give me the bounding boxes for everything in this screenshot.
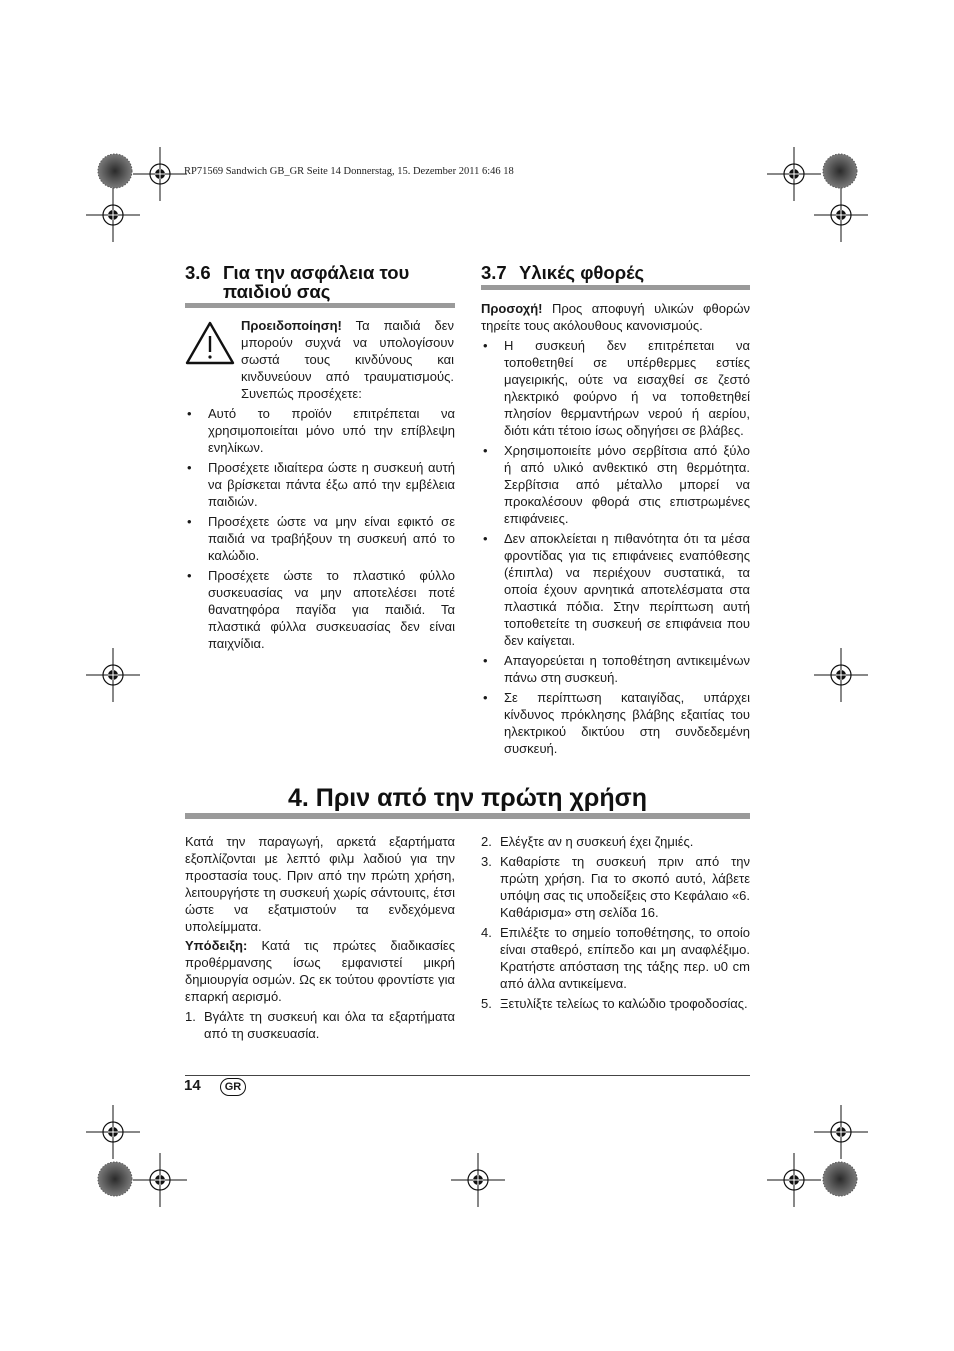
list-item: • Προσέχετε ώστε το πλαστικό φύλλο συσκευασίας να μην αποτελέσει ποτέ θανατηφόρα παγίδα για παιδιά. Τα πλαστικά φύλλα συσκευασίας δεν είναι παιχνίδια. [185,567,455,652]
list-item: • Δεν αποκλείεται η πιθανότητα ότι τα μέσα φροντίδας για τις επιφάνειες εναπόθεσης (έπιπλα) να περιέχουν συστατικά, τα οποία έχουν αρνητικά αποτελέσματα στα πλαστικά πόδια. Στην περίπτωση αυτή τοποθετείτε τη συσκευή σε επιφάνεια που δεν καίγεται. [481,530,750,649]
step-text: Καθαρίστε τη συσκευή πριν από την πρώτη χρήση. Για το σκοπό αυτό, λάβετε υπόψη σας τις υποδείξεις στο Κεφάλαιο «6. Καθάρισμα» στη σελίδα 16. [500,854,751,920]
chapter-4-title: 4. Πριν από την πρώτη χρήση [287,784,648,812]
caution-label: Προσοχή! [481,301,543,316]
intro-paragraph: Κατά την παραγωγή, αρκετά εξαρτήματα εξοπλίζονται με λεπτό φιλμ λαδιού για την προστασία τους. Πριν από την πρώτη χρήση, λειτουργήστε τη συσκευή χωρίς σάντουιτς, έτσι ώστε να εξατμιστούν τα ενδεχόμενα υπολείμματα. [185,834,455,934]
color-wheel-icon [822,153,858,189]
page-number: 14 [184,1077,201,1094]
warning-label: Προειδοποίηση! [241,318,342,333]
step-number: 1. [185,1009,196,1024]
chapter-4-left-column [185,833,455,1045]
registration-mark-icon [83,185,143,245]
section-3-7-heading [481,263,644,282]
section-3-6-list [185,405,455,655]
list-item: • Προσέχετε ιδιαίτερα ώστε η συσκευή αυτή να βρίσκεται πάντα έξω από την εμβέλεια παιδιών. [185,459,455,510]
step-item [185,1008,455,1042]
registration-mark-icon [448,1150,508,1210]
heading-title: Υλικές φθορές [519,262,645,283]
list-item: • Προσέχετε ώστε να μην είναι εφικτό σε παιδιά να τραβήξουν τη συσκευή από το καλώδιο. [185,513,455,564]
list-item: • Αυτό το προϊόν επιτρέπεται να χρησιμοποιείται μόνο υπό την επίβλεψη ενηλίκων. [185,405,455,456]
print-slug: RP71569 Sandwich GB_GR Seite 14 Donnerstag, 15. Dezember 2011 6:46 18 [184,166,514,177]
color-wheel-icon [822,1161,858,1197]
step-text: Βγάλτε τη συσκευή και όλα τα εξαρτήματα από τη συσκευασία. [204,1009,455,1041]
chapter-4-right-column [481,833,750,1015]
registration-mark-icon [811,185,871,245]
color-wheel-icon [97,1161,133,1197]
list-item: • Χρησιμοποιείτε μόνο σερβίτσια από ξύλο ή από υλικό ανθεκτικό στη θερμότητα. Σερβίτσια από μέταλλο μπορεί να προκαλέσουν φθορά στις επιστρωμένες επιφάνειες. [481,442,750,527]
caution-text: Προς αποφυγή υλικών φθορών τηρείτε τους ακόλουθους κανονισμούς. [481,301,750,333]
step-text: Ξετυλίξτε τελείως το καλώδιο τροφοδοσίας. [500,996,748,1011]
registration-mark-icon [130,1150,190,1210]
warning-triangle-icon [184,320,236,366]
list-item: • Απαγορεύεται η τοποθέτηση αντικειμένων πάνω στη συσκευή. [481,652,750,686]
chapter-divider [185,813,750,819]
step-text: Ελέγξτε αν η συσκευή έχει ζημιές. [500,834,694,849]
registration-mark-icon [83,645,143,705]
step-number: 2. [481,834,492,849]
heading-line-1: Για την ασφάλεια του [223,262,410,283]
step-item [481,995,750,1012]
section-3-7-body [481,300,750,760]
section-divider [481,285,750,290]
section-number: 3.7 [481,262,507,283]
list-item: • Σε περίπτωση καταιγίδας, υπάρχει κίνδυνος πρόκλησης βλάβης εξαιτίας του ηλεκτρικού δικτύου στη συνδεδεμένη συσκευή. [481,689,750,757]
color-wheel-icon [97,153,133,189]
warning-text: Τα παιδιά δεν μπορούν συχνά να υπολογίσουν σωστά τους κινδύνους και κινδυνεύουν από τραυματισμούς. Συνεπώς προσέχετε: [241,318,454,401]
footer-rule [185,1075,750,1076]
list-item: • Η συσκευή δεν επιτρέπεται να τοποθετηθεί σε υπέρθερμες εστίες μαγειρικής, ούτε να εισαχθεί σε ζεστό ηλεκτρικό φούρνο ή να τοποθετηθεί πλησίον θερμαντήρων νερού ή αερίου, διότι κάτι τέτοιο ίσως οδηγήσει σε βλάβες. [481,337,750,439]
step-item [481,833,750,850]
step-item [481,924,750,992]
section-divider [185,303,455,308]
step-number: 5. [481,996,492,1011]
hint-text: Κατά τις πρώτες διαδικασίες προθέρμανσης ίσως εμφανιστεί μικρή δημιουργία οσμών. Ως εκ τούτου φροντίστε για επαρκή αερισμό. [185,938,455,1004]
section-number: 3.6 [185,262,211,283]
step-number: 4. [481,925,492,940]
step-item [481,853,750,921]
section-3-6-heading [185,263,409,301]
registration-mark-icon [764,1150,824,1210]
step-text: Επιλέξτε το σημείο τοποθέτησης, το οποίο είναι σταθερό, επίπεδο και μη αναφλέξιμο. Κρατήστε απόσταση της τάξης περ. υ0 cm από άλλα αντικείμενα. [500,925,750,991]
language-badge: GR [220,1078,246,1096]
step-number: 3. [481,854,492,869]
registration-mark-icon [811,645,871,705]
hint-label: Υπόδειξη: [185,938,248,953]
warning-paragraph [241,317,454,402]
heading-line-2: παιδιού σας [223,281,331,302]
